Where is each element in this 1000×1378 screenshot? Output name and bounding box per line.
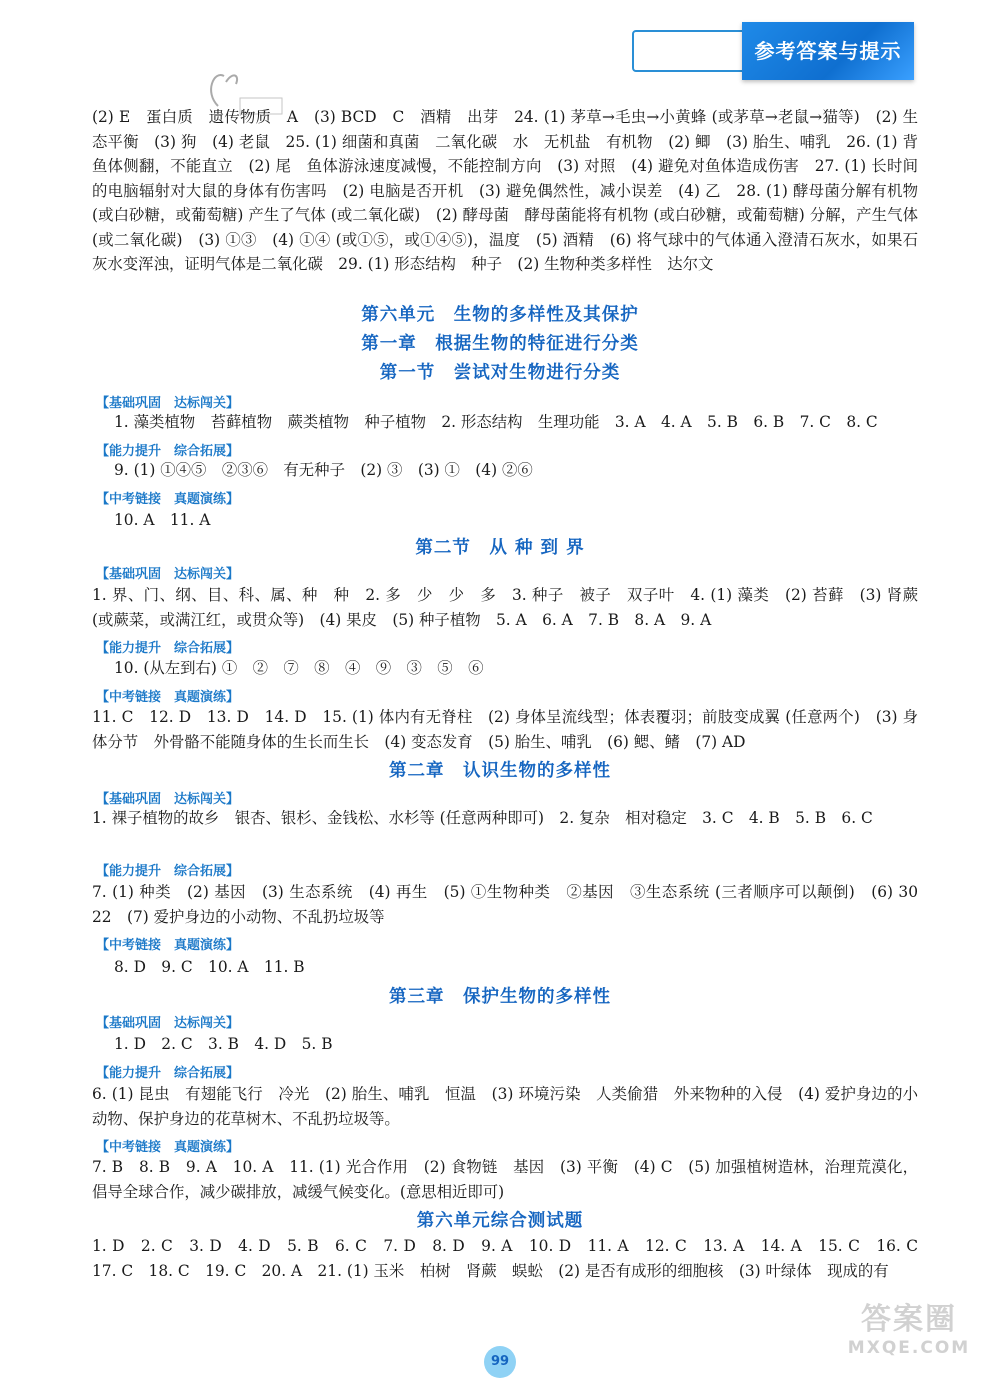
c2-ability-answers: 7. (1) 种类 (2) 基因 (3) 生态系统 (4) 再生 (5) ①生物种类 ②基因 ③生态系统 (三者顺序可以颠倒) (6) 30 22 (7) 爱护身边的小动物、不乱扔垃圾等 [92,883,934,926]
label-basic: 【基础巩固 达标闯关】 [96,1016,240,1031]
watermark-url: MXQE.COM [847,1338,971,1358]
label-exam: 【中考链接 真题演练】 [96,492,240,507]
s1-exam-answers: 10. A 11. A [114,511,211,529]
unit-test-title: 第六单元综合测试题 [416,1211,584,1231]
c2-exam-answers: 8. D 9. C 10. A 11. B [114,958,305,976]
s2-ability-answers: 10. (从左到右) ① ② ⑦ ⑧ ④ ⑨ ③ ⑤ ⑥ [114,659,484,677]
label-ability: 【能力提升 综合拓展】 [96,1066,240,1081]
label-exam: 【中考链接 真题演练】 [96,938,240,953]
chapter3-title: 第三章 保护生物的多样性 [389,987,611,1007]
watermark-logo [822,1302,996,1364]
label-ability: 【能力提升 综合拓展】 [96,864,240,879]
chapter1-title: 第一章 根据生物的特征进行分类 [361,334,639,354]
section1-title: 第一节 尝试对生物进行分类 [379,363,621,383]
s2-basic-answers: 1. 界、门、纲、目、科、属、种 种 2. 多 少 少 多 3. 种子 被子 双子叶 4. (1) 藻类 (2) 苔藓 (3) 肾蕨 (或蕨菜，或满江红，或贯众等) (4) 果皮 (5) 种子植物 5. A 6. A 7. B 8. A 9. A [92,586,918,629]
watermark-logo-text: 答案圈 [861,1302,957,1337]
answers-continued: (2) E 蛋白质 遗传物质 A (3) BCD C 酒精 出芽 24. (1) 茅草→毛虫→小黄蜂 (或茅草→老鼠→猫等) (2) 生态平衡 (3) 狗 (4) 老鼠 25. (1) 细菌和真菌 二氧化碳 水 无机盐 有机物 (2) 鲫 (3) 胎生、哺乳 26. (1) 背 鱼体侧翻，不能直立 (2) 尾 鱼体游泳速度减慢，不能控制方向 (3) 对照 (4) 避免对鱼体造成伤害 27. (1) 长时间的电脑辐射对大鼠的身体有伤害吗 (2) 电脑是否开机 (3) 避免偶然性，减小误差 (4) 乙 28. (1) 酵母菌分解有机物 (或白砂糖，或葡萄糖) 产生了气体 (或二氧化碳) (2) 酵母菌 酵母菌能将有机物 (或白砂糖，或葡萄糖) 分解，产生气体 (或二氧化碳) (3) ①③ (4) ①④ (或①⑤，或①④⑤)，温度 (5) 酒精 (6) 将气球中的气体通入澄清石灰水，如果石灰水变浑浊，证明气体是二氧化碳 29. (1) 形态结构 种子 (2) 生物种类多样性 达尔文 [92,108,934,273]
c2-basic-answers: 1. 裸子植物的故乡 银杏、银杉、金钱松、水杉等 (任意两种即可) 2. 复杂 相对稳定 3. C 4. B 5. B 6. C [92,809,873,827]
label-basic: 【基础巩固 达标闯关】 [96,396,240,411]
label-exam: 【中考链接 真题演练】 [96,1140,240,1155]
label-ability: 【能力提升 综合拓展】 [96,641,240,656]
label-ability: 【能力提升 综合拓展】 [96,444,240,459]
s1-basic-answers: 1. 藻类植物 苔藓植物 蕨类植物 种子植物 2. 形态结构 生理功能 3. A 4. A 5. B 6. B 7. C 8. C [114,413,878,431]
chapter2-title: 第二章 认识生物的多样性 [389,761,611,781]
c3-basic-answers: 1. D 2. C 3. B 4. D 5. B [114,1035,333,1053]
label-basic: 【基础巩固 达标闯关】 [96,792,240,807]
page-number: 99 [484,1346,516,1378]
answer-section-tag: 参考答案与提示 [742,22,914,80]
section2-title: 第二节 从 种 到 界 [415,538,585,558]
c3-exam-answers: 7. B 8. B 9. A 10. A 11. (1) 光合作用 (2) 食物链 基因 (3) 平衡 (4) C (5) 加强植树造林，治理荒漠化，倡导全球合作，减少碳排放，减缓气候变化。(意思相近即可) [92,1158,918,1201]
s1-ability-answers: 9. (1) ①④⑤ ②③⑥ 有无种子 (2) ③ (3) ① (4) ②⑥ [114,461,533,479]
s2-exam-answers: 11. C 12. D 13. D 14. D 15. (1) 体内有无脊柱 (2) 身体呈流线型；体表覆羽；前肢变成翼 (任意两个) (3) 身体分节 外骨骼不能随身体的生长而生长 (4) 变态发育 (5) 胎生、哺乳 (6) 鳃、鳍 (7) AD [92,708,918,751]
label-basic: 【基础巩固 达标闯关】 [96,567,240,582]
c3-ability-answers: 6. (1) 昆虫 有翅能飞行 冷光 (2) 胎生、哺乳 恒温 (3) 环境污染 人类偷猎 外来物种的入侵 (4) 爱护身边的小动物、保护身边的花草树木、不乱扔垃圾等。 [92,1085,918,1128]
unit-test-answers: 1. D 2. C 3. D 4. D 5. B 6. C 7. D 8. D 9. A 10. D 11. A 12. C 13. A 14. A 15. C 16. C 17. C 18. C 19. C 20. A 21. (1) 玉米 柏树 肾蕨 蜈蚣 (2) 是否有成形的细胞核 (3) 叶绿体 现成的有 [92,1237,934,1280]
unit-title: 第六单元 生物的多样性及其保护 [361,305,639,325]
label-exam: 【中考链接 真题演练】 [96,690,240,705]
